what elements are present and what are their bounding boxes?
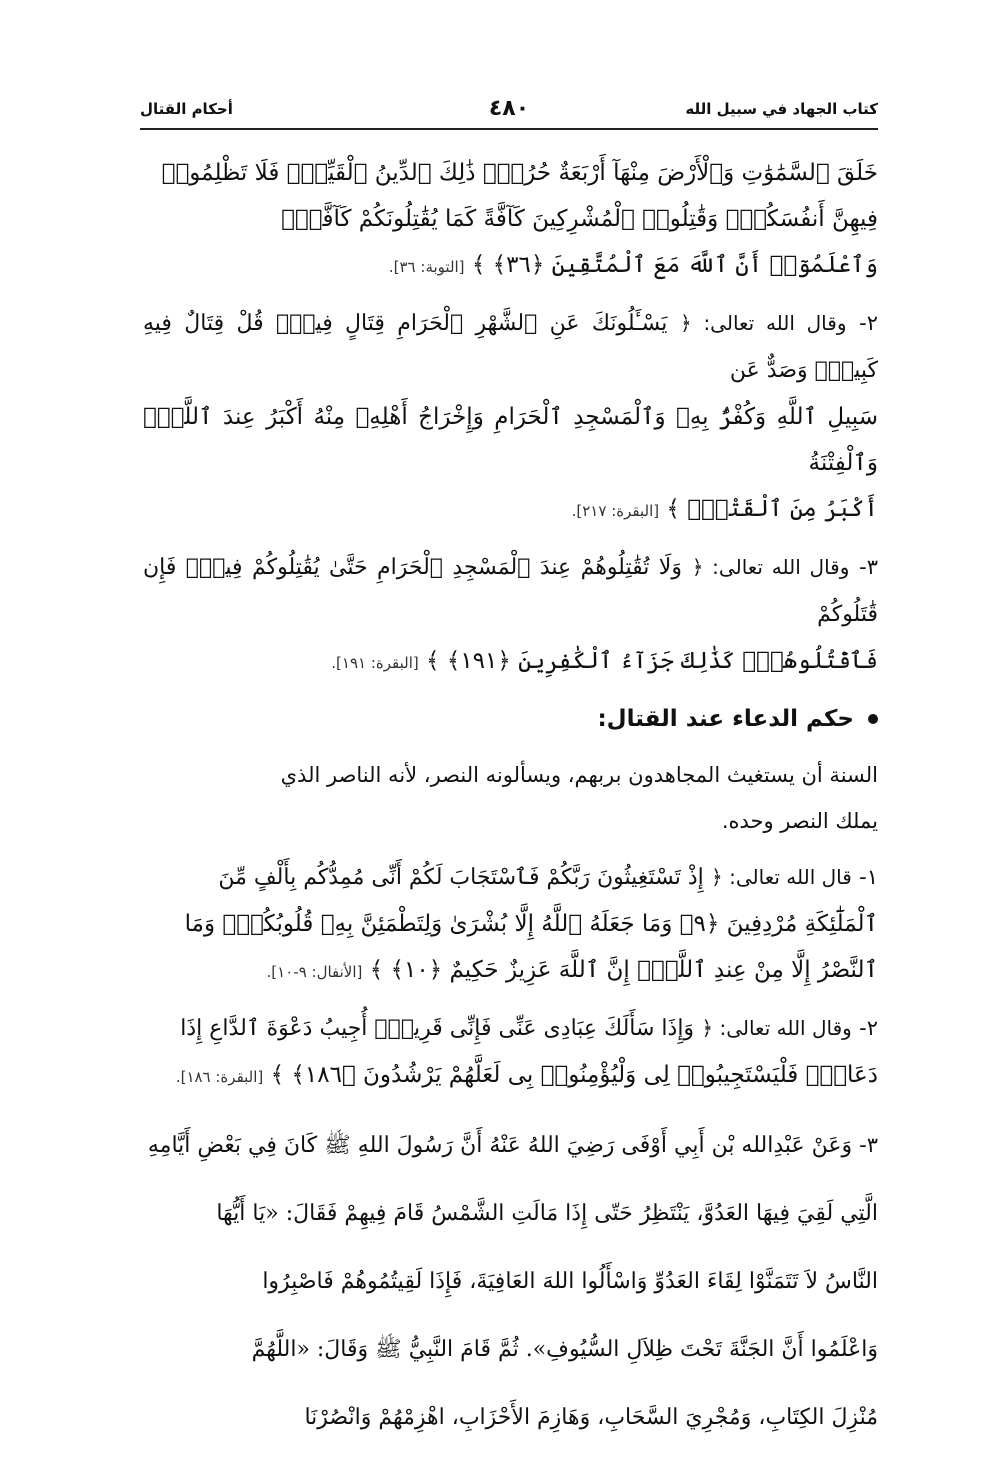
verse-text: أَكْبَرُ مِنَ ٱلْقَتْلِۗ ﴾ bbox=[666, 496, 878, 522]
section-heading-text: حكم الدعاء عند القتال: bbox=[597, 706, 854, 732]
verse-line bbox=[143, 1005, 878, 1052]
section-paragraph bbox=[143, 752, 878, 844]
verse-citation: [البقرة: ١٩١]. bbox=[331, 654, 419, 672]
verse-citation: [البقرة: ١٨٦]. bbox=[175, 1068, 264, 1086]
paragraph-line: السنة أن يستغيث المجاهدون بربهم، ويسألونه النصر، لأنه الناصر الذي bbox=[280, 763, 878, 787]
book-title: كتاب الجهاد في سبيل الله bbox=[685, 100, 878, 118]
hadith-line: الَّتِي لَقِيَ فِيهَا العَدُوَّ، يَنْتَظِرُ حَتّى إِذَا مَالَتِ الشَّمْسُ قَامَ فِيهِمْ فَقَالَ: «يَا أَيُّهَا bbox=[216, 1201, 878, 1226]
verse-text: إِذْ تَسْتَغِيثُونَ رَبَّكُمْ فَٱسْتَجَابَ لَكُمْ أَنِّى مُمِدُّكُم بِأَلْفٍ مِّنَ bbox=[218, 865, 704, 890]
list-item bbox=[143, 300, 878, 534]
list-item bbox=[143, 1122, 878, 1441]
verse-citation: [البقرة: ٢١٧]. bbox=[571, 502, 660, 520]
verse-citation: [التوبة: ٣٦]. bbox=[388, 258, 465, 276]
list-item bbox=[143, 544, 878, 686]
verse-text: ٱلنَّصْرُ إِلَّا مِنْ عِندِ ٱللَّهِۚ إِنَّ ٱللَّهَ عَزِيزٌ حَكِيمٌ ﴿١٠﴾ ﴾ bbox=[369, 957, 878, 983]
item-intro: وقال الله تعالى: ﴿ bbox=[680, 311, 847, 335]
verse-line: سَبِيلِ ٱللَّهِ وَكُفْرٌۢ بِهِۦ وَٱلْمَسْجِدِ ٱلْحَرَامِ وَإِخْرَاجُ أَهْلِهِۦ مِنْهُ أَكْبَرُ عِندَ ٱللَّهِۚ وَٱلْفِتْنَةُ bbox=[143, 404, 878, 476]
verse-text: وَلَا تُقَٰتِلُوهُمْ عِندَ ٱلْمَسْجِدِ ٱلْحَرَامِ حَتَّىٰ يُقَٰتِلُوكُمْ فِيهِۖ فَإِن قَٰتَلُوكُمْ bbox=[143, 555, 878, 627]
item-number: ١- bbox=[859, 865, 878, 889]
list-item bbox=[143, 1005, 878, 1100]
hadith-line: وَاعْلَمُوا أَنَّ الجَنَّةَ تَحْتَ ظِلاَلِ السُّيُوفِ». ثُمَّ قَامَ النَّبِيُّ ﷺ وَقَالَ: «اللَّهُمَّ bbox=[251, 1337, 878, 1362]
verse-text: وَٱعْلَمُوٓا۟ أَنَّ ٱللَّهَ مَعَ ٱلْمُتَّقِينَ ﴿٣٦﴾ ﴾ bbox=[471, 252, 878, 278]
verse-line: ٱلْمَلَٰٓئِكَةِ مُرْدِفِينَ ﴿٩﴾ وَمَا جَعَلَهُ ٱللَّهُ إِلَّا بُشْرَىٰ وَلِتَطْمَئِنَّ بِهِۦ قُلُوبُكُمْۚ وَمَا bbox=[184, 911, 878, 937]
bullet-icon bbox=[868, 714, 878, 724]
item-intro: قال الله تعالى: ﴿ bbox=[711, 865, 852, 889]
paragraph-line: يملك النصر وحده. bbox=[721, 809, 878, 833]
item-number: ٣- bbox=[859, 1133, 878, 1157]
item-number: ٣- bbox=[859, 555, 878, 579]
verse-line bbox=[143, 638, 878, 686]
verse-text: دَعَانِۖ فَلْيَسْتَجِيبُوا۟ لِى وَلْيُؤْمِنُوا۟ بِى لَعَلَّهُمْ يَرْشُدُونَ ﴿١٨٦﴾ ﴾ bbox=[270, 1062, 878, 1088]
hadith-line bbox=[143, 1122, 878, 1169]
hadith-line: مُنْزِلَ الكِتَابِ، وَمُجْرِيَ السَّحَابِ، وَهَازِمَ الأَحْزَابِ، اهْزِمْهُمْ وَانْصُرْنَا bbox=[304, 1405, 878, 1430]
hadith-text: وَعَنْ عَبْدِالله بْن أَبِي أَوْفَى رَضِيَ اللهُ عَنْهُ أَنَّ رَسُولَ اللهِ ﷺ كَانَ فِي بَعْضِ أَيَّامِهِ bbox=[147, 1133, 853, 1158]
verse-line bbox=[143, 544, 878, 638]
verse-text: يَسْـَٔلُونَكَ عَنِ ٱلشَّهْرِ ٱلْحَرَامِ قِتَالٍ فِيهِۖ قُلْ قِتَالٌ فِيهِ كَبِيرٌۖ وَصَدٌّ عَن bbox=[143, 311, 878, 383]
verse-line bbox=[143, 1052, 878, 1100]
verse-text: وَإِذَا سَأَلَكَ عِبَادِى عَنِّى فَإِنِّى قَرِيبٌۖ أُجِيبُ دَعْوَةَ ٱلدَّاعِ إِذَا bbox=[180, 1016, 695, 1041]
page-content bbox=[143, 150, 878, 1463]
item-number: ٢- bbox=[859, 311, 878, 335]
verse-text: فَٱقْتُلُوهُمْۗ كَذَٰلِكَ جَزَآءُ ٱلْكَٰفِرِينَ ﴿١٩١﴾ ﴾ bbox=[426, 648, 878, 674]
item-intro: وقال الله تعالى: ﴿ bbox=[691, 555, 850, 579]
page-header bbox=[140, 96, 878, 126]
verse-line bbox=[143, 486, 878, 534]
verse-line bbox=[143, 854, 878, 901]
list-item bbox=[143, 854, 878, 995]
verse-line bbox=[143, 947, 878, 995]
header-divider bbox=[140, 128, 878, 130]
verse-line bbox=[143, 242, 878, 290]
hadith-line: النَّاسُ لاَ تَتَمَنَّوْا لِقَاءَ العَدُوِّ وَاسْأَلُوا اللهَ العَافِيَةَ، فَإِذَا لَقِيتُمُوهُمْ فَاصْبِرُوا bbox=[262, 1269, 878, 1294]
verse-citation: [الأنفال: ٩-١٠]. bbox=[266, 963, 363, 981]
verse-continuation bbox=[143, 150, 878, 290]
verse-line bbox=[143, 300, 878, 394]
verse-line: فِيهِنَّ أَنفُسَكُمْۚ وَقَٰتِلُوا۟ ٱلْمُشْرِكِينَ كَآفَّةً كَمَا يُقَٰتِلُونَكُمْ كَآفَّةًۚ bbox=[281, 206, 878, 232]
item-number: ٢- bbox=[859, 1016, 878, 1040]
page-number: ٤٨٠ bbox=[488, 96, 530, 121]
verse-line: خَلَقَ ٱلسَّمَٰوَٰتِ وَٱلْأَرْضَ مِنْهَآ أَرْبَعَةٌ حُرُمٌۚ ذَٰلِكَ ٱلدِّينُ ٱلْقَيِّمُۚ فَلَا تَظْلِمُوا۟ bbox=[161, 160, 878, 186]
item-intro: وقال الله تعالى: ﴿ bbox=[701, 1016, 852, 1040]
chapter-title: أحكام القتال bbox=[140, 100, 233, 118]
section-heading bbox=[143, 696, 878, 742]
